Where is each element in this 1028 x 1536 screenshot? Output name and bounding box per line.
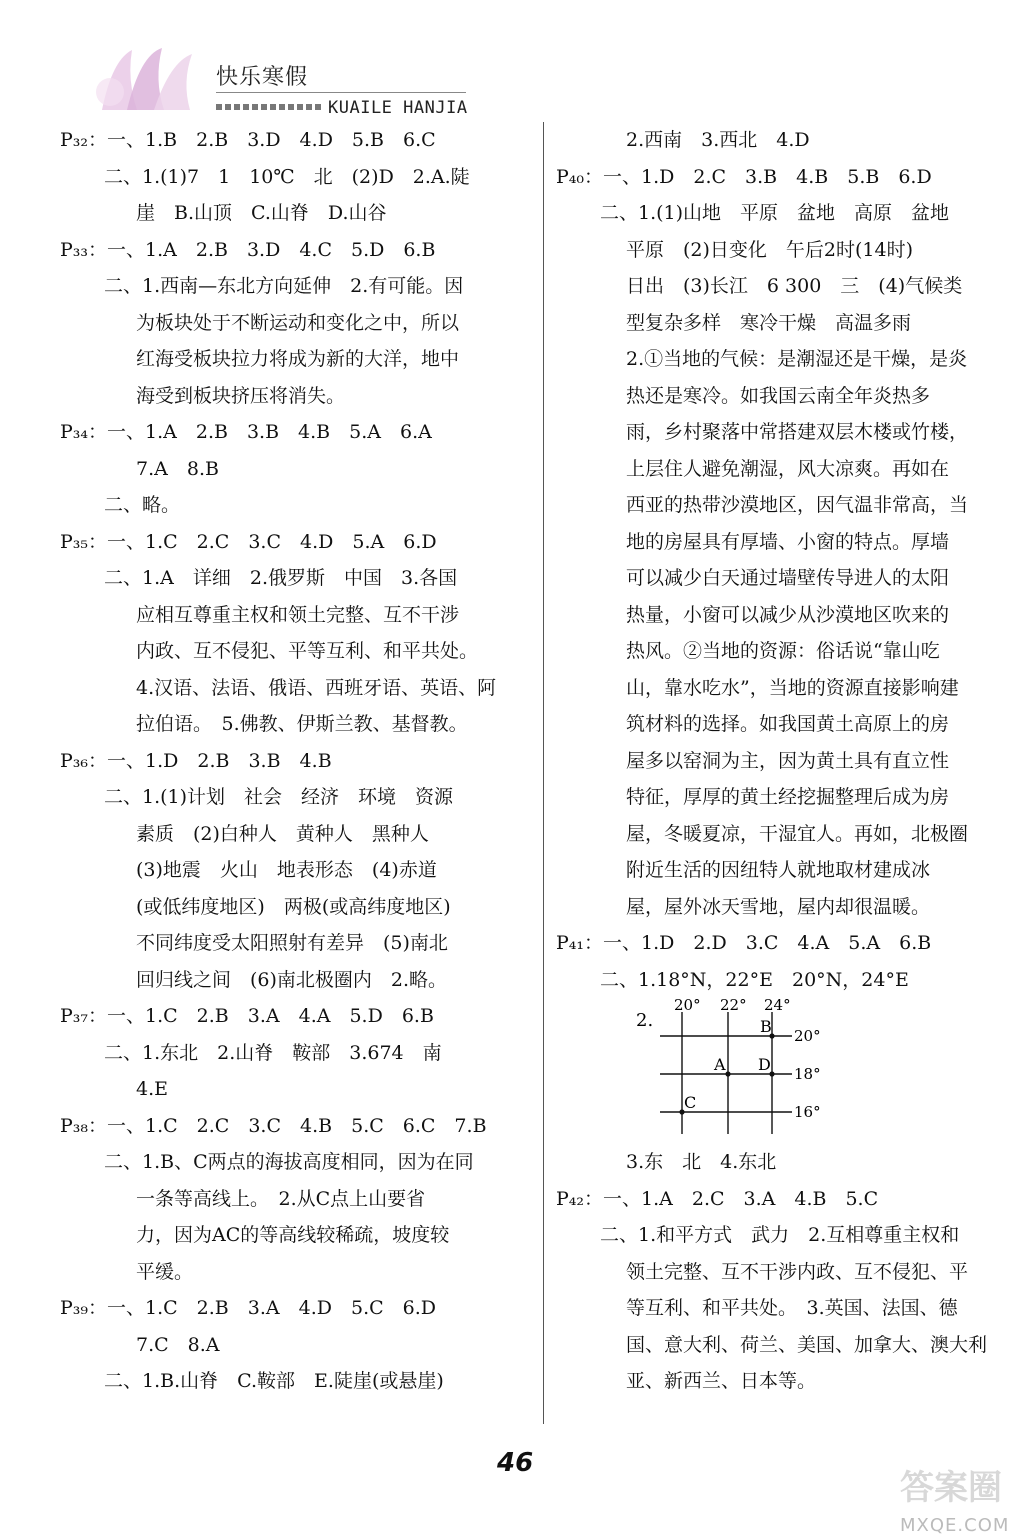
- answer-line: 二、1.和平方式 武力 2.互相尊重主权和: [600, 1224, 960, 1246]
- answer-line: 拉伯语。 5.佛教、伊斯兰教、基督教。: [136, 713, 468, 735]
- answer-line: P₄₁：一、1.D 2.D 3.C 4.A 5.A 6.B: [556, 932, 932, 954]
- answer-line: 二、1.B.山脊 C.鞍部 E.陡崖(或悬崖): [104, 1370, 444, 1392]
- answer-line: 二、1.(1)山地 平原 盆地 高原 盆地: [600, 202, 950, 224]
- grid-top-label: 24°: [764, 996, 791, 1014]
- column-divider: [543, 122, 544, 1424]
- answer-line: P₃₄：一、1.A 2.B 3.B 4.B 5.A 6.A: [60, 421, 432, 443]
- answer-line: 海受到板块挤压将消失。: [136, 384, 346, 407]
- answer-line: 力，因为AC的等高线较稀疏，坡度较: [136, 1224, 450, 1246]
- answer-line: 回归线之间 (6)南北极圈内 2.略。: [136, 968, 448, 991]
- answer-line: (3)地震 火山 地表形态 (4)赤道: [136, 859, 437, 881]
- grid-point: [725, 1071, 730, 1076]
- answer-line: 屋，屋外冰天雪地，屋内却很温暖。: [626, 895, 931, 918]
- watermark-url: MXQE.COM: [900, 1515, 1010, 1536]
- answer-line: 领土完整、互不干涉内政、互不侵犯、平: [626, 1260, 969, 1283]
- page-number: 46: [497, 1448, 534, 1478]
- answer-line: 日出 (3)长江 6 300 三 (4)气候类: [626, 275, 963, 297]
- answer-line: 上层住人避免潮湿，风大凉爽。再如在: [626, 457, 950, 480]
- answer-line: P₃₇：一、1.C 2.B 3.A 4.A 5.D 6.B: [60, 1005, 434, 1027]
- answer-line: 特征，厚厚的黄土经挖掘整理后成为房: [626, 786, 950, 808]
- answer-line: 二、1.18°N，22°E 20°N，24°E: [600, 968, 909, 991]
- answer-line: 一条等高线上。 2.从C点上山要省: [136, 1187, 426, 1210]
- header-dots: [216, 104, 322, 110]
- header-title: 快乐寒假: [216, 65, 309, 90]
- answer-line: 筑材料的选择。如我国黄土高原上的房: [626, 713, 950, 735]
- answer-line: 为板块处于不断运动和变化之中，所以: [136, 311, 460, 334]
- grid-point-label: A: [714, 1055, 726, 1074]
- answer-line: 屋，冬暖夏凉，干湿宜人。再如，北极圈: [626, 822, 969, 845]
- answer-line: 2.①当地的气候：是潮湿还是干燥，是炎: [626, 348, 968, 370]
- answer-line: 雨，乡村聚落中常搭建双层木楼或竹楼，: [626, 421, 969, 443]
- answer-line: 素质 (2)白种人 黄种人 黑种人: [136, 822, 429, 845]
- grid-top-label: 22°: [720, 996, 747, 1014]
- answer-line: 7.C 8.A: [136, 1333, 220, 1356]
- grid-label: 2.: [636, 1010, 654, 1031]
- answer-line: 亚、新西兰、日本等。: [626, 1370, 817, 1392]
- watermark: [900, 1460, 1020, 1536]
- answer-line: 2.西南 3.西北 4.D: [626, 129, 810, 151]
- answer-line: P₄₂：一、1.A 2.C 3.A 4.B 5.C: [556, 1187, 879, 1210]
- answer-line: 西亚的热带沙漠地区，因气温非常高，当: [626, 494, 969, 516]
- answer-line: 二、1.A 详细 2.俄罗斯 中国 3.各国: [104, 567, 458, 589]
- answer-line: 红海受板块拉力将成为新的大洋，地中: [136, 348, 460, 370]
- grid-right-label: 18°: [794, 1065, 821, 1083]
- grid-right-label: 20°: [794, 1027, 821, 1045]
- answer-line: P₃₅：一、1.C 2.C 3.C 4.D 5.A 6.D: [60, 530, 437, 553]
- answer-line: 平原 (2)日变化 午后2时(14时): [626, 238, 914, 261]
- answer-line: 国、意大利、荷兰、美国、加拿大、澳大利: [626, 1333, 988, 1356]
- right-column: [556, 122, 1016, 1400]
- coordinate-grid-figure: [630, 994, 850, 1144]
- answer-line: 等互利、和平共处。 3.英国、法国、德: [626, 1297, 958, 1319]
- answer-line: 二、1.东北 2.山脊 鞍部 3.674 南: [104, 1041, 442, 1064]
- wings-logo-icon: [92, 40, 212, 120]
- answer-line: 二、1.B、C两点的海拔高度相同，因为在同: [104, 1151, 474, 1173]
- answer-line: 型复杂多样 寒冷干燥 高温多雨: [626, 311, 912, 334]
- answer-line: 应相互尊重主权和领土完整、互不干涉: [136, 603, 460, 626]
- answer-line: 7.A 8.B: [136, 457, 219, 480]
- answer-line: 二、略。: [104, 494, 181, 516]
- answer-line: 不同纬度受太阳照射有差异 (5)南北: [136, 932, 448, 954]
- answer-line: 二、1.西南—东北方向延伸 2.有可能。因: [104, 275, 464, 297]
- grid-point-label: C: [684, 1093, 697, 1112]
- header-subtitle: KUAILE HANJIA: [328, 98, 468, 118]
- answer-line: 热还是寒冷。如我国云南全年炎热多: [626, 384, 931, 407]
- answer-line: (或低纬度地区) 两极(或高纬度地区): [136, 895, 451, 918]
- answer-line: P₃₂：一、1.B 2.B 3.D 4.D 5.B 6.C: [60, 129, 436, 151]
- answer-line: 崖 B.山顶 C.山脊 D.山谷: [136, 202, 387, 224]
- watermark-logo: 答案圈: [900, 1468, 1002, 1508]
- answer-line: 热量，小窗可以减少从沙漠地区吹来的: [626, 603, 950, 626]
- answer-line: 地的房屋具有厚墙、小窗的特点。厚墙: [626, 530, 950, 553]
- answer-line: 热风。②当地的资源：俗话说“靠山吃: [626, 640, 940, 662]
- answer-line: 4.汉语、法语、俄语、西班牙语、英语、阿: [136, 676, 497, 699]
- answer-line: P₄₀：一、1.D 2.C 3.B 4.B 5.B 6.D: [556, 165, 932, 188]
- answer-line: 平缓。: [136, 1260, 194, 1283]
- header-rule: [216, 92, 466, 93]
- answer-line: P₃₈：一、1.C 2.C 3.C 4.B 5.C 6.C 7.B: [60, 1114, 487, 1137]
- answer-line: 4.E: [136, 1078, 168, 1100]
- answer-line: P₃₃：一、1.A 2.B 3.D 4.C 5.D 6.B: [60, 238, 436, 261]
- page-header: [0, 0, 1028, 130]
- grid-point-label: D: [758, 1055, 771, 1074]
- grid-right-label: 16°: [794, 1103, 821, 1121]
- left-column: [60, 122, 530, 1400]
- grid-point-label: B: [760, 1017, 772, 1036]
- answer-line: 二、1.(1)计划 社会 经济 环境 资源: [104, 786, 454, 808]
- grid-top-label: 20°: [674, 996, 701, 1014]
- answer-line: 3.东 北 4.东北: [626, 1151, 777, 1173]
- answer-line: 可以减少白天通过墙壁传导进人的太阳: [626, 567, 950, 589]
- answer-line: 山，靠水吃水”，当地的资源直接影响建: [626, 676, 959, 699]
- answer-line: 附近生活的因纽特人就地取材建成冰: [626, 859, 931, 881]
- answer-line: P₃₆：一、1.D 2.B 3.B 4.B: [60, 749, 332, 772]
- answer-line: 屋多以窑洞为主，因为黄土具有直立性: [626, 749, 950, 772]
- answer-line: 内政、互不侵犯、平等互利、和平共处。: [136, 640, 479, 662]
- answer-line: P₃₉：一、1.C 2.B 3.A 4.D 5.C 6.D: [60, 1297, 437, 1319]
- answer-line: 二、1.(1)7 1 10℃ 北 (2)D 2.A.陡: [104, 165, 470, 188]
